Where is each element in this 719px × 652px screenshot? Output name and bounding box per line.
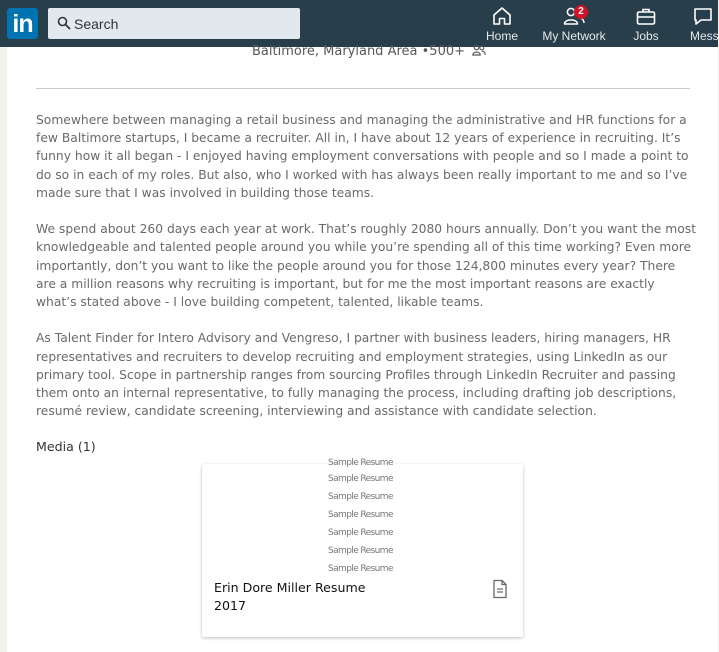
media-item-year: 2017 [214,598,247,613]
profile-summary-card [7,44,718,652]
location-separator: • [421,44,430,59]
media-section-title: Media (1) [36,439,96,454]
nav-item-jobs[interactable] [628,6,664,46]
thumbnail-line: Sample Resume [328,492,393,502]
thumbnail-line: Sample Resume [328,564,393,574]
thumbnail-line: Sample Resume [328,458,393,468]
nav-label-jobs: Jobs [633,29,659,43]
home-icon [491,6,513,26]
thumbnail-line: Sample Resume [328,510,393,520]
summary-paragraph: We spend about 260 days each year at work. That’s roughly 2080 hours annually. Don’t you want the most knowledgeable and talented people around you while you’re spending all of this time working? Even more importantly, don’t you want to like the people around you for those 124,800 minutes every year? There are a million reasons why recruiting is important, but for me the most important reasons are exactly what’s stated above - I love building competent, talented, likable teams. [36,222,697,310]
search-input[interactable] [74,8,294,39]
search-icon [57,16,71,30]
thumbnail-line: Sample Resume [328,474,393,484]
profile-summary [36,111,696,439]
top-nav-bar [0,0,718,47]
search-box[interactable] [48,8,300,39]
linkedin-logo[interactable]: in [7,8,38,39]
document-thumbnail[interactable] [323,458,401,574]
briefcase-icon [635,6,657,26]
media-card[interactable] [202,458,523,637]
location-text: Baltimore, Maryland Area [252,44,418,59]
summary-paragraph: As Talent Finder for Intero Advisory and Vengreso, I partner with business leaders, hiring managers, HR representatives and recruiters to develop recruiting and employment strategies, using LinkedIn as our primary tool. Scope in partnership ranges from sourcing Profiles through LinkedIn Recruiter and passing them onto an internal representative, to fully managing the process, including drafting job descriptions, resumé review, candidate screening, interviewing and assistance with candidate selection. [36,331,677,419]
nav-label-messaging: Mess [690,29,719,43]
nav-item-home[interactable] [482,6,522,46]
messaging-icon [692,6,714,26]
document-icon [492,579,508,599]
media-item-title[interactable]: Erin Dore Miller Resume [214,580,366,595]
nav-label-my-network: My Network [542,29,606,43]
connections-count[interactable]: 500+ [429,44,466,59]
section-divider [36,88,690,89]
nav-label-home: Home [485,29,518,43]
connections-icon [472,44,486,56]
notification-badge: 2 [574,5,588,19]
nav-item-messaging[interactable] [690,6,718,46]
thumbnail-line: Sample Resume [328,546,393,556]
profile-location [252,44,486,59]
thumbnail-line: Sample Resume [328,528,393,538]
summary-paragraph: Somewhere between managing a retail business and managing the administrative and HR functions for a few Baltimore startups, I became a recruiter. All in, I have about 12 years of experience in recruiting. It’s funny how it all began - I enjoyed having employment conversations with people and so I made a point to do so in each of my roles. But also, who I worked with has always been really important to me and so I’ve made sure that I was involved in building those teams. [36,113,689,200]
nav-item-my-network[interactable] [542,6,606,46]
